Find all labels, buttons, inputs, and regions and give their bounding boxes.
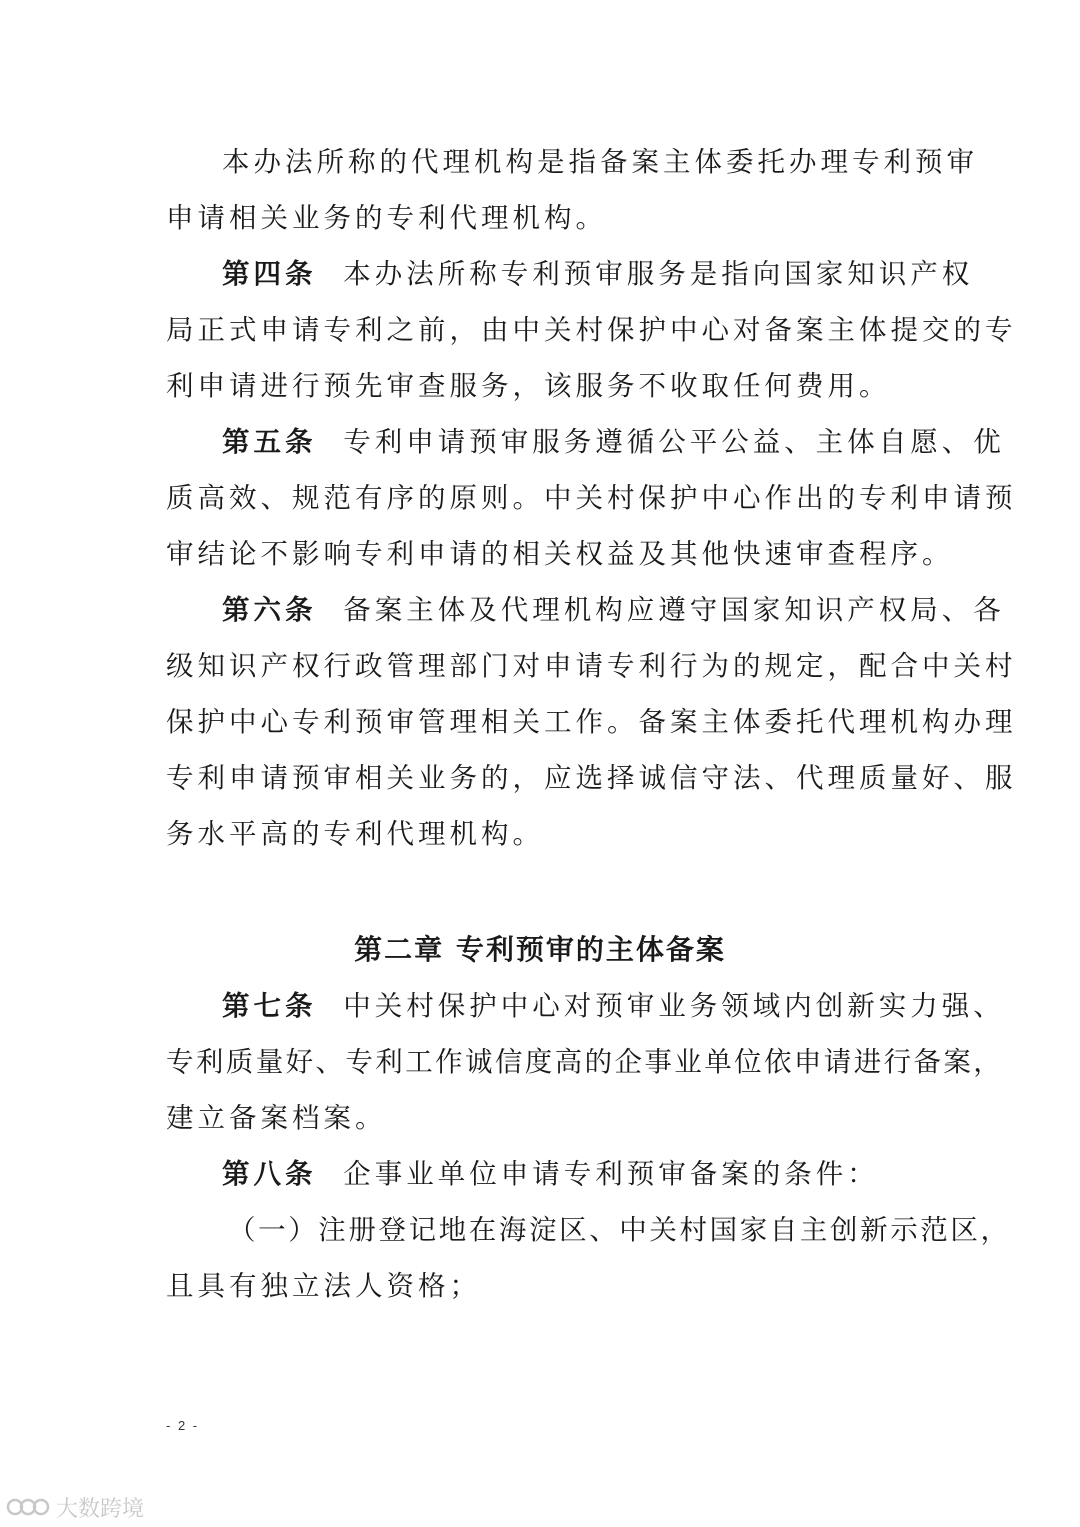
watermark-text: 大数跨境 (56, 1496, 145, 1522)
paragraph-line: 本办法所称的代理机构是指备案主体委托办理专利预审 (222, 146, 978, 178)
paragraph-line: 保护中心专利预审管理相关工作。备案主体委托代理机构办理 (166, 706, 1017, 738)
paragraph-line: 利申请进行预先审查服务，该服务不收取任何费用。 (166, 370, 891, 402)
condition-item: （一）注册登记地在海淀区、中关村国家自主创新示范区， (228, 1214, 1011, 1246)
article-eight: 第八条 企事业单位申请专利预审备案的条件： (0, 1154, 1080, 1194)
paragraph-line: 审结论不影响专利申请的相关权益及其他快速审查程序。 (166, 538, 954, 570)
article-seven: 第七条 中关村保护中心对预审业务领域内创新实力强、 (0, 986, 1080, 1026)
paragraph-line: 申请相关业务的专利代理机构。 (166, 202, 607, 234)
watermark (6, 1492, 144, 1522)
page-number: - 2 - (166, 1418, 200, 1433)
article-five: 第五条 专利申请预审服务遵循公平公益、主体自愿、优 (0, 422, 1080, 462)
watermark-logo-icon (6, 1495, 52, 1519)
paragraph-line: 级知识产权行政管理部门对申请专利行为的规定，配合中关村 (166, 650, 1017, 682)
paragraph-line: 建立备案档案。 (166, 1102, 387, 1134)
article-label: 第四条 (222, 258, 317, 290)
article-label: 第八条 (222, 1158, 317, 1190)
article-label: 第五条 (222, 426, 317, 458)
paragraph-line: 且具有独立法人资格； (166, 1270, 481, 1302)
article-four: 第四条 本办法所称专利预审服务是指向国家知识产权 (0, 254, 1080, 294)
paragraph-line: 质高效、规范有序的原则。中关村保护中心作出的专利申请预 (166, 482, 1017, 514)
paragraph-line: 局正式申请专利之前，由中关村保护中心对备案主体提交的专 (166, 314, 1017, 346)
chapter-heading: 第二章 专利预审的主体备案 (354, 933, 726, 966)
paragraph-line: 专利质量好、专利工作诚信度高的企事业单位依申请进行备案， (166, 1046, 1004, 1078)
article-label: 第七条 (222, 990, 317, 1022)
paragraph-line: 专利申请预审相关业务的，应选择诚信守法、代理质量好、服 (166, 762, 1017, 794)
paragraph-line: 务水平高的专利代理机构。 (166, 818, 544, 850)
article-label: 第六条 (222, 594, 317, 626)
article-six: 第六条 备案主体及代理机构应遵守国家知识产权局、各 (0, 590, 1080, 630)
